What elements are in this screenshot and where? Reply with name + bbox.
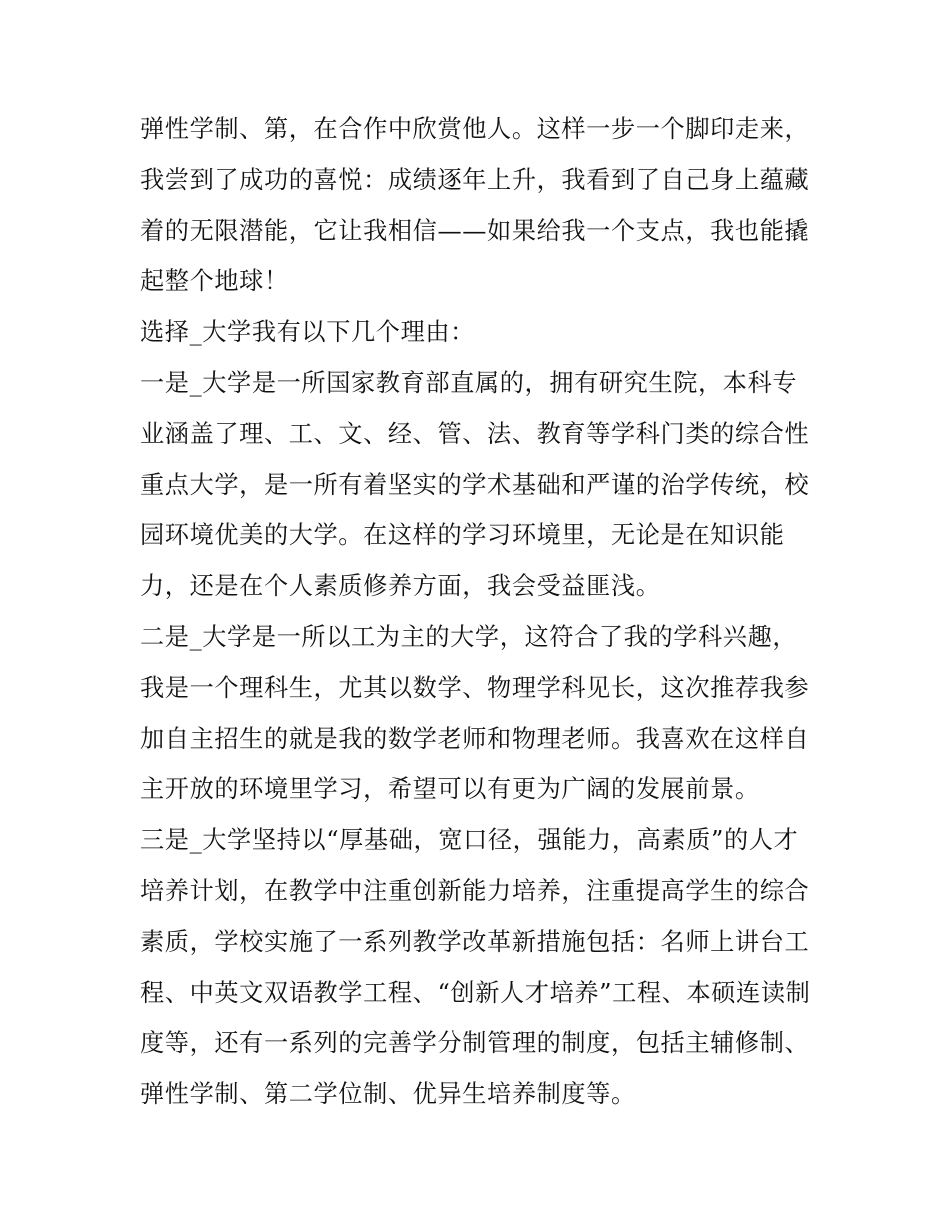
document-body — [140, 104, 816, 1120]
paragraph-5: 三是_大学坚持以“厚基础，宽口径，强能力，高素质”的人才培养计划，在教学中注重创新能力培养，注重提高学生的综合素质，学校实施了一系列教学改革新措施包括：名师上讲台工程、中英文双语教学工程、“创新人才培养”工程、本硕连读制度等，还有一系列的完善学分制管理的制度，包括主辅修制、弹性学制、第二学位制、优异生培养制度等。 — [140, 826, 811, 1109]
paragraph-4: 二是_大学是一所以工为主的大学，这符合了我的学科兴趣，我是一个理科生，尤其以数学、物理学科见长，这次推荐我参加自主招生的就是我的数学老师和物理老师。我喜欢在这样自主开放的环境里学习，希望可以有更为广阔的发展前景。 — [140, 622, 810, 804]
paragraph-1: 弹性学制、第，在合作中欣赏他人。这样一步一个脚印走来，我尝到了成功的喜悦：成绩逐年上升，我看到了自己身上蕴藏着的无限潜能，它让我相信——如果给我一个支点，我也能撬起整个地球！ — [140, 115, 810, 296]
paragraph-2: 选择_大学我有以下几个理由： — [140, 318, 475, 347]
paragraph-3: 一是_大学是一所国家教育部直属的，拥有研究生院，本科专业涵盖了理、工、文、经、管、法、教育等学科门类的综合性重点大学，是一所有着坚实的学术基础和严谨的治学传统，校园环境优美的大学。在这样的学习环境里，无论是在知识能力，还是在个人素质修养方面，我会受益匪浅。 — [140, 368, 810, 601]
